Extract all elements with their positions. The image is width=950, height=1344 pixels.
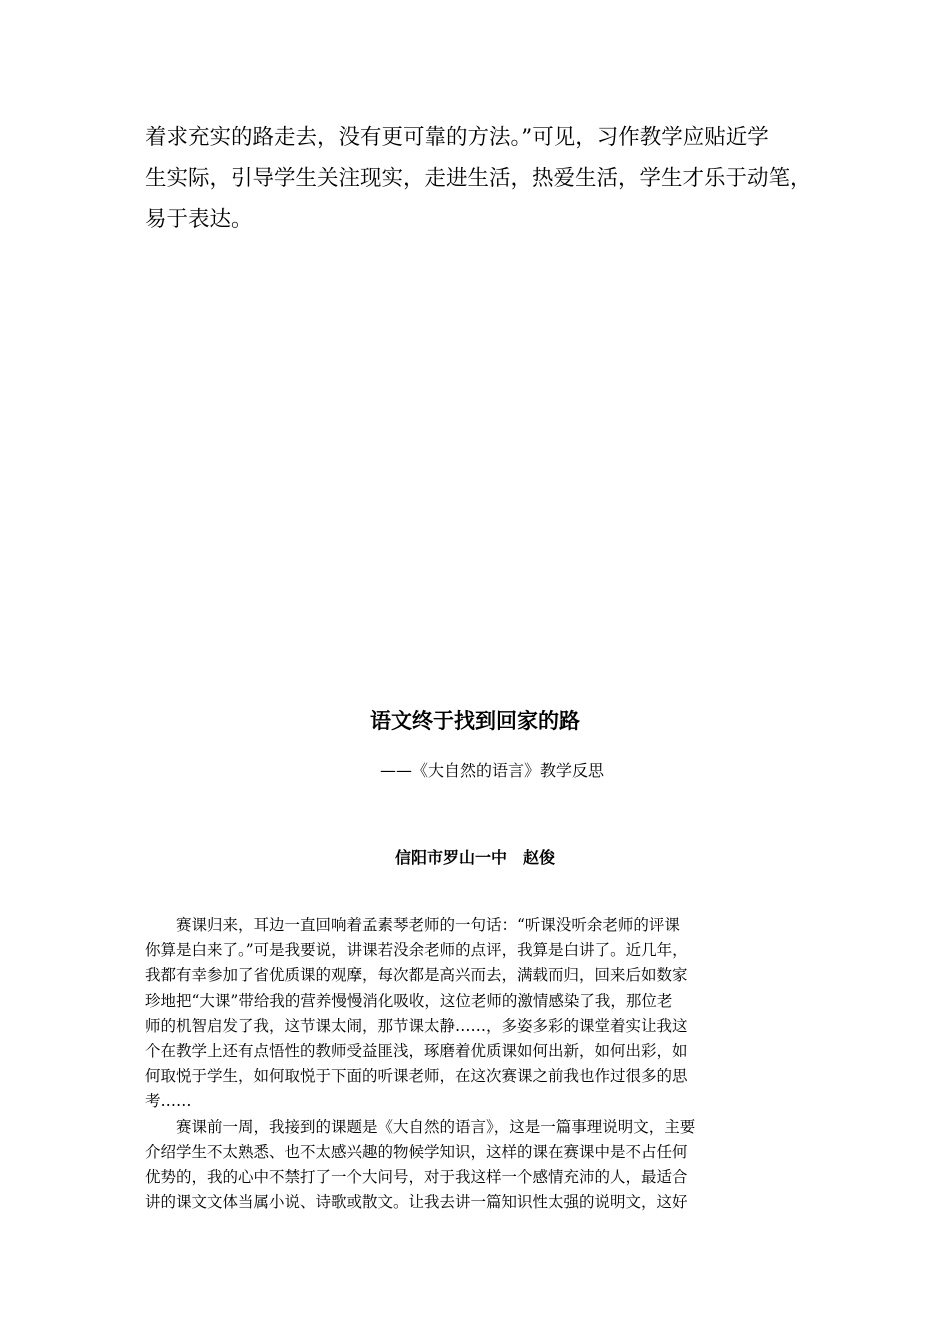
text-line: 讲的课文文体当属小说、诗歌或散文。让我去讲一篇知识性太强的说明文，这好 — [145, 1193, 688, 1212]
text-line: 考…… — [145, 1092, 192, 1111]
text-line: 生实际，引导学生关注现实，走进生活，热爱生活，学生才乐于动笔， — [145, 166, 812, 191]
continued-paragraph — [145, 117, 810, 240]
text-line: 优势的，我的心中不禁打了一个大问号，对于我这样一个感情充沛的人，最适合 — [145, 1168, 688, 1187]
text-line: 着求充实的路走去，没有更可靠的方法。”可见，习作教学应贴近学 — [145, 125, 769, 150]
article-author: 信阳市罗山一中 赵俊 — [394, 848, 555, 867]
text-line: 我都有幸参加了省优质课的观摩，每次都是高兴而去，满载而归，回来后如数家 — [145, 966, 688, 985]
text-line: 易于表达。 — [145, 207, 253, 232]
text-line: 你算是白来了。”可是我要说，讲课若没余老师的点评，我算是白讲了。近几年， — [145, 941, 688, 960]
text-line: 介绍学生不太熟悉、也不太感兴趣的物候学知识，这样的课在赛课中是不占任何 — [145, 1142, 688, 1161]
text-line: 个在教学上还有点悟性的教师受益匪浅，琢磨着优质课如何出新，如何出彩，如 — [145, 1042, 688, 1061]
article-body — [145, 913, 810, 1215]
text-line: 赛课前一周，我接到的课题是《大自然的语言》，这是一篇事理说明文，主要 — [176, 1117, 696, 1136]
article-subtitle: ——《大自然的语言》教学反思 — [380, 761, 605, 780]
text-line: 珍地把“大课”带给我的营养慢慢消化吸收，这位老师的激情感染了我，那位老 — [145, 991, 673, 1010]
text-line: 师的机智启发了我，这节课太闹，那节课太静……，多姿多彩的课堂着实让我这 — [145, 1016, 688, 1035]
text-line: 何取悦于学生，如何取悦于下面的听课老师，在这次赛课之前我也作过很多的思 — [145, 1067, 688, 1086]
article-title: 语文终于找到回家的路 — [370, 709, 580, 733]
text-line: 赛课归来，耳边一直回响着孟素琴老师的一句话：“听课没听余老师的评课 — [176, 916, 680, 934]
